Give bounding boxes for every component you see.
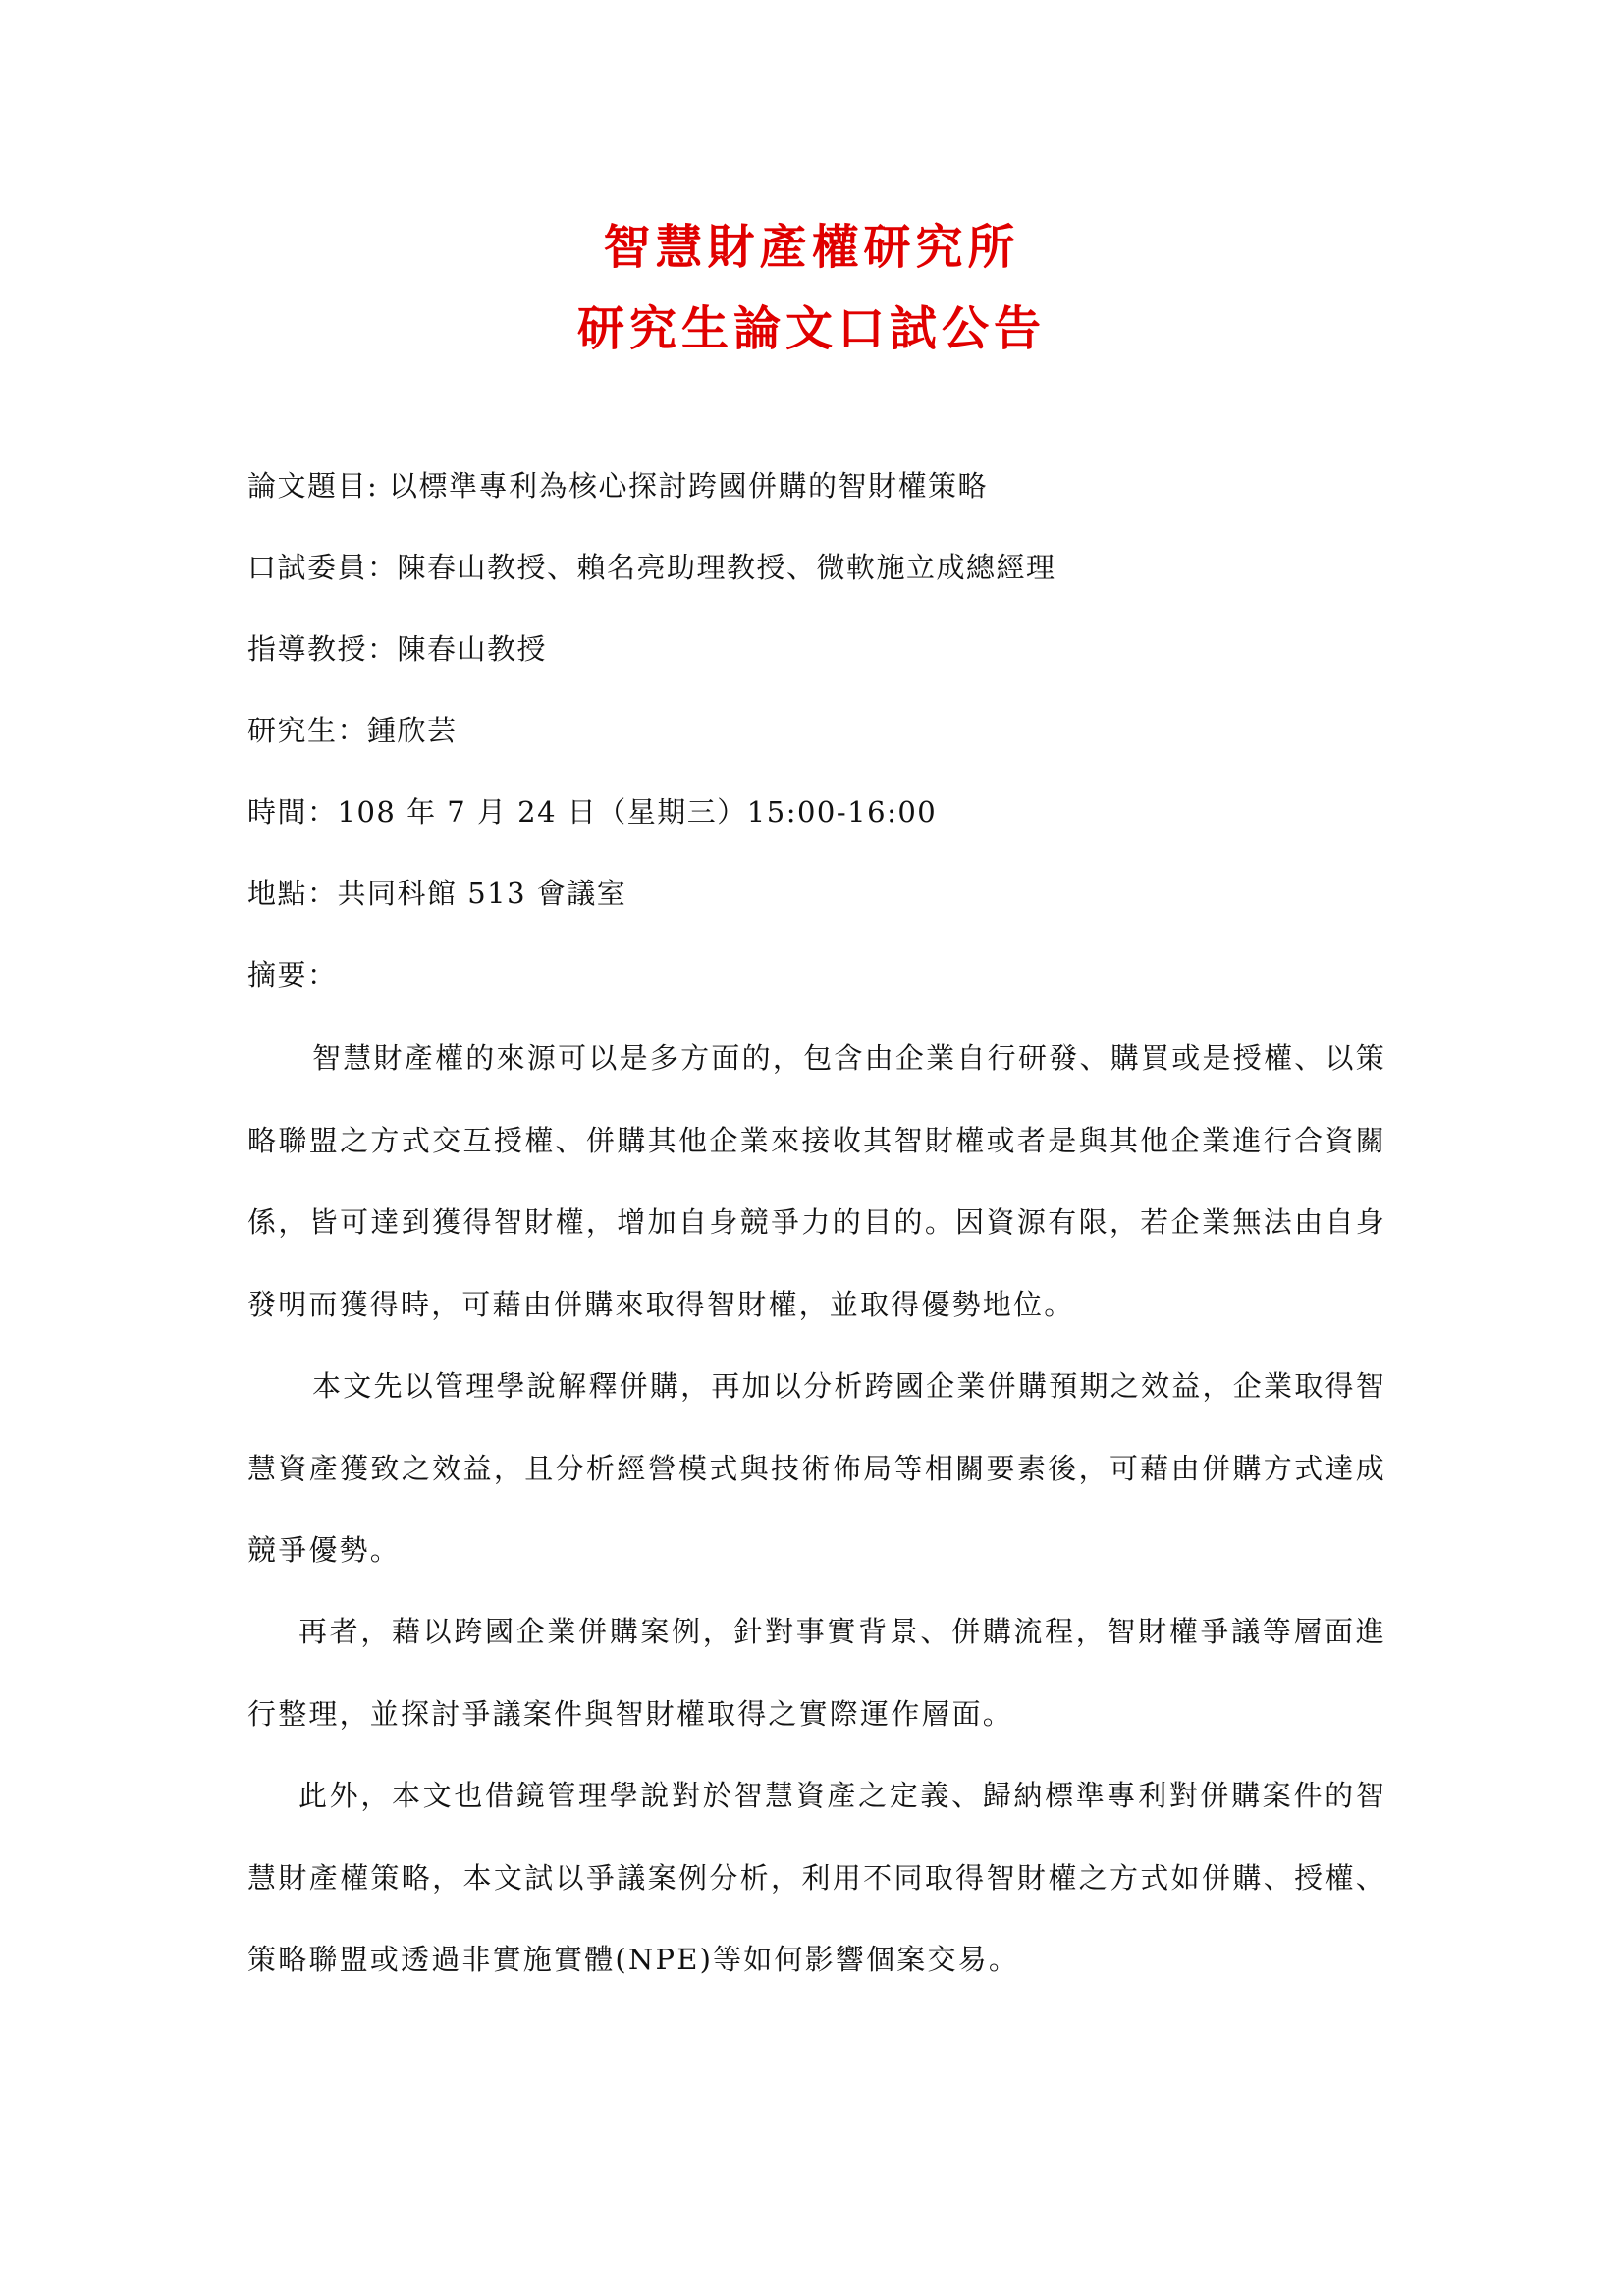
institute-title: 智慧財產權研究所 [603, 220, 1020, 275]
advisor: 指導教授：陳春山教授 [247, 632, 548, 666]
notice-title: 研究生論文口試公告 [576, 301, 1046, 356]
exam-time: 時間：108 年 7 月 24 日（星期三）15:00-16:00 [247, 795, 938, 828]
committee-members: 口試委員：陳春山教授、賴名亮助理教授、微軟施立成總經理 [247, 551, 1056, 584]
abstract-paragraph-1: 智慧財產權的來源可以是多方面的，包含由企業自行研發、購買或是授權、以策略聯盟之方式交互授權、併購其他企業來接收其智財權或者是與其他企業進行合資關係，皆可達到獲得智財權，增加自身競爭力的目的。因資源有限，若企業無法由自身發明而獲得時，可藉由併購來取得智財權，並取得優勢地位。 [247, 1041, 1386, 1321]
thesis-title: 論文題目: 以標準專利為核心探討跨國併購的智財權策略 [247, 469, 988, 503]
student: 研究生：鍾欣芸 [247, 714, 458, 747]
abstract-paragraph-4: 此外，本文也借鏡管理學說對於智慧資產之定義、歸納標準專利對併購案件的智慧財產權策略，本文試以爭議案例分析，利用不同取得智財權之方式如併購、授權、策略聯盟或透過非實施實體(NPE)等如何影響個案交易。 [247, 1779, 1386, 1976]
abstract-paragraph-2: 本文先以管理學說解釋併購，再加以分析跨國企業併購預期之效益，企業取得智慧資產獲致之效益，且分析經營模式與技術佈局等相關要素後，可藉由併購方式達成競爭優勢。 [247, 1369, 1386, 1567]
exam-location: 地點：共同科館 513 會議室 [247, 877, 627, 910]
abstract-paragraph-3: 再者，藉以跨國企業併購案例，針對事實背景、併購流程，智財權爭議等層面進行整理，並探討爭議案件與智財權取得之實際運作層面。 [247, 1615, 1386, 1731]
abstract-label: 摘要： [247, 958, 338, 991]
